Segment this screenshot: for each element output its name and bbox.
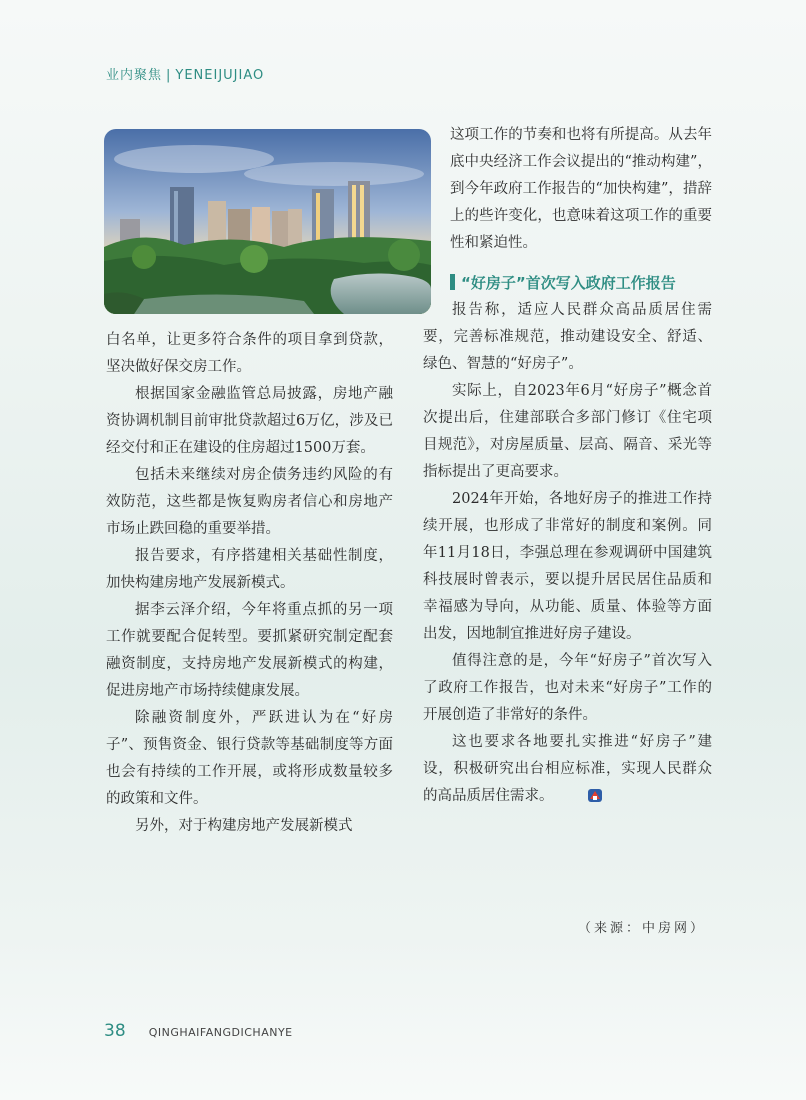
- magazine-name: QINGHAIFANGDICHANYE: [148, 1026, 293, 1039]
- subheading-bar: [450, 274, 455, 290]
- paragraph: 值得注意的是，今年“好房子”首次写入了政府工作报告，也对未来“好房子”工作的开展创造了非常好的条件。: [423, 653, 712, 723]
- right-column-top: [450, 122, 712, 257]
- page-number: 38: [104, 1021, 126, 1041]
- paragraph: 据李云泽介绍，今年将重点抓的另一项工作就要配合促转型。要抓紧研究制定配套融资制度，支持房地产发展新模式的构建，促进房地产市场持续健康发展。: [106, 602, 393, 699]
- page-footer: [104, 1021, 293, 1041]
- paragraph: 除融资制度外，严跃进认为在“好房子”、预售资金、银行贷款等基础制度等方面也会有持续的工作开展，或将形成数量较多的政策和文件。: [106, 710, 393, 807]
- paragraph-text: 这也要求各地要扎实推进“好房子”建设，积极研究出台相应标准，实现人民群众的高品质居住需求。: [423, 734, 712, 804]
- paragraph: 这项工作的节奏和也将有所提高。从去年底中央经济工作会议提出的“推动构建”，到今年政府工作报告的“加快构建”，措辞上的些许变化，也意味着这项工作的重要性和紧迫性。: [450, 127, 712, 251]
- magazine-logo-icon: [558, 786, 574, 802]
- paragraph: 白名单，让更多符合条件的项目拿到贷款，坚决做好保交房工作。: [106, 332, 393, 375]
- section-title-en: YENEIJUJIAO: [175, 68, 265, 83]
- paragraph: 另外，对于构建房地产发展新模式: [135, 818, 353, 834]
- header-separator: |: [166, 68, 172, 83]
- last-paragraph: [423, 729, 712, 810]
- left-column: [106, 327, 393, 840]
- paragraph: 报告称，适应人民群众高品质居住需要，完善标准规范，推动建设安全、舒适、绿色、智慧的“好房子”。: [423, 302, 712, 372]
- paragraph: 根据国家金融监管总局披露，房地产融资协调机制目前审批贷款超过6万亿，涉及已经交付和正在建设的住房超过1500万套。: [106, 386, 393, 456]
- subheading-text: “好房子”首次写入政府工作报告: [461, 274, 676, 292]
- paragraph: 2024年开始，各地好房子的推进工作持续开展，也形成了非常好的制度和案例。同年11月18日，李强总理在参观调研中国建筑科技展时曾表示，要以提升居民居住品质和幸福感为导向，从功能、质量、体验等方面出发，因地制宜推进好房子建设。: [423, 491, 712, 642]
- paragraph: 报告要求，有序搭建相关基础性制度，加快构建房地产发展新模式。: [106, 548, 393, 591]
- article-source: （来源：中房网）: [578, 921, 707, 936]
- city-skyline-photo: [104, 129, 431, 314]
- subheading: [450, 272, 676, 293]
- section-header: [106, 64, 264, 83]
- section-title-cn: 业内聚焦: [106, 68, 163, 83]
- right-column-bottom: [423, 297, 712, 810]
- paragraph: 包括未来继续对房企债务违约风险的有效防范，这些都是恢复购房者信心和房地产市场止跌回稳的重要举措。: [106, 467, 393, 537]
- paragraph: 实际上，自2023年6月“好房子”概念首次提出后，住建部联合多部门修订《住宅项目规范》，对房屋质量、层高、隔音、采光等指标提出了更高要求。: [423, 383, 712, 480]
